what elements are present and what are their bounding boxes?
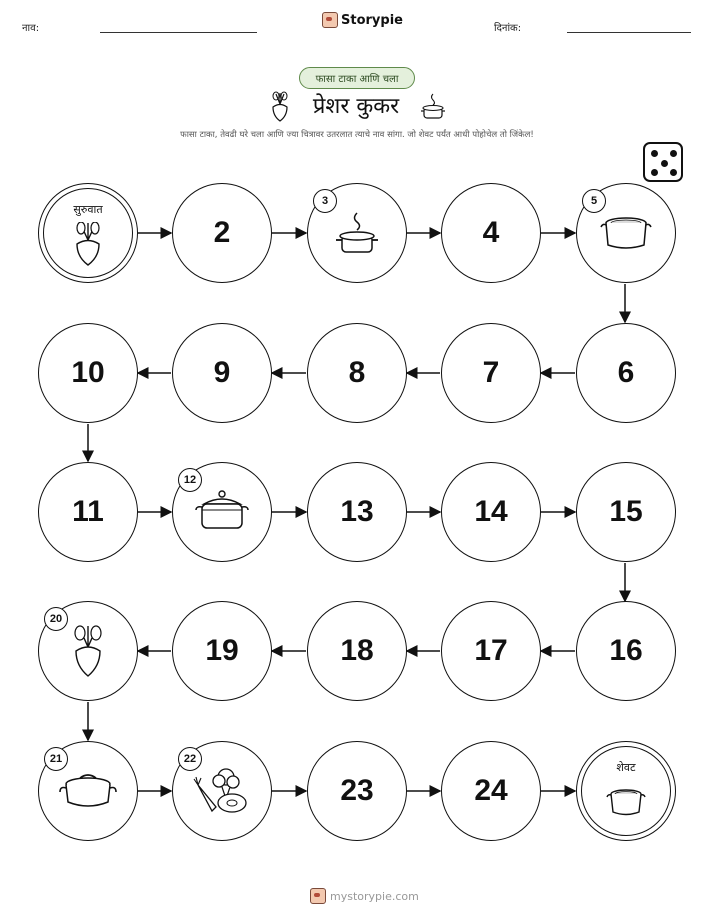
board-cell-picture	[38, 741, 138, 841]
cooking-pot-icon	[600, 213, 652, 253]
brand-name: Storypie	[341, 12, 403, 28]
cell-number: 14	[474, 495, 508, 528]
board-cell	[172, 601, 272, 701]
cell-number-badge: 21	[44, 747, 68, 771]
board-cell-picture	[307, 183, 407, 283]
board-cell	[441, 601, 541, 701]
cell-number: 23	[340, 774, 374, 807]
cell-number: 15	[609, 495, 643, 528]
cooking-pot-icon	[606, 786, 646, 818]
cell-number: 13	[340, 495, 374, 528]
cell-number: 8	[348, 356, 366, 389]
board-cell	[441, 323, 541, 423]
end-label: शेवट	[616, 761, 636, 774]
board-cell	[307, 741, 407, 841]
board-cell	[576, 601, 676, 701]
cell-number: 10	[71, 356, 105, 389]
board-cell-picture	[172, 741, 272, 841]
cell-number-badge: 3	[313, 189, 337, 213]
footer	[310, 888, 419, 904]
board-cell	[441, 462, 541, 562]
cell-number: 2	[213, 216, 231, 249]
cell-number: 4	[482, 216, 500, 249]
board-cell	[576, 323, 676, 423]
board-cell	[441, 183, 541, 283]
board-cell	[172, 323, 272, 423]
board-cell	[38, 323, 138, 423]
storypie-logo-icon	[310, 888, 326, 904]
title-text: प्रेशर कुकर	[312, 94, 400, 119]
cell-number-badge: 22	[178, 747, 202, 771]
vegetables-meat-icon	[192, 765, 252, 817]
dutch-oven-icon	[58, 770, 118, 812]
cell-number: 17	[474, 634, 508, 667]
cell-number: 11	[72, 495, 104, 528]
cell-number: 16	[609, 634, 643, 667]
beet-icon	[70, 625, 106, 677]
board-cell	[441, 741, 541, 841]
cell-number-badge: 12	[178, 468, 202, 492]
cell-number-badge: 20	[44, 607, 68, 631]
steaming-pot-icon	[333, 209, 381, 257]
cell-number: 19	[205, 634, 239, 667]
board-cell-picture	[576, 183, 676, 283]
cell-number: 7	[482, 356, 500, 389]
board-cell-start	[38, 183, 138, 283]
stock-pot-icon	[194, 490, 250, 534]
cell-number: 6	[617, 356, 635, 389]
game-type-badge: फासा टाका आणि चला	[299, 67, 415, 89]
board-cell-picture	[38, 601, 138, 701]
cell-number: 18	[340, 634, 374, 667]
board-cell	[172, 183, 272, 283]
start-label: सुरुवात	[73, 203, 103, 216]
cell-number: 24	[474, 774, 508, 807]
date-label: दिनांक:	[494, 23, 522, 34]
board-cell-end	[576, 741, 676, 841]
board-cell	[576, 462, 676, 562]
board-cell	[307, 601, 407, 701]
footer-url[interactable]: mystorypie.com	[330, 889, 419, 903]
board-cell	[38, 462, 138, 562]
cell-number-badge: 5	[582, 189, 606, 213]
beet-icon	[71, 222, 105, 266]
board-cell	[307, 323, 407, 423]
name-label: नाव:	[22, 23, 40, 34]
instructions-text: फासा टाका, तेवढी घरे चला आणि ज्या चित्रावर उतरलात त्याचे नाव सांगा. जो शेवट पर्यंत आधी पोहोचेल तो जिंकेल!	[180, 130, 534, 140]
board-cell-picture	[172, 462, 272, 562]
board-cell	[307, 462, 407, 562]
cell-number: 9	[213, 356, 231, 389]
